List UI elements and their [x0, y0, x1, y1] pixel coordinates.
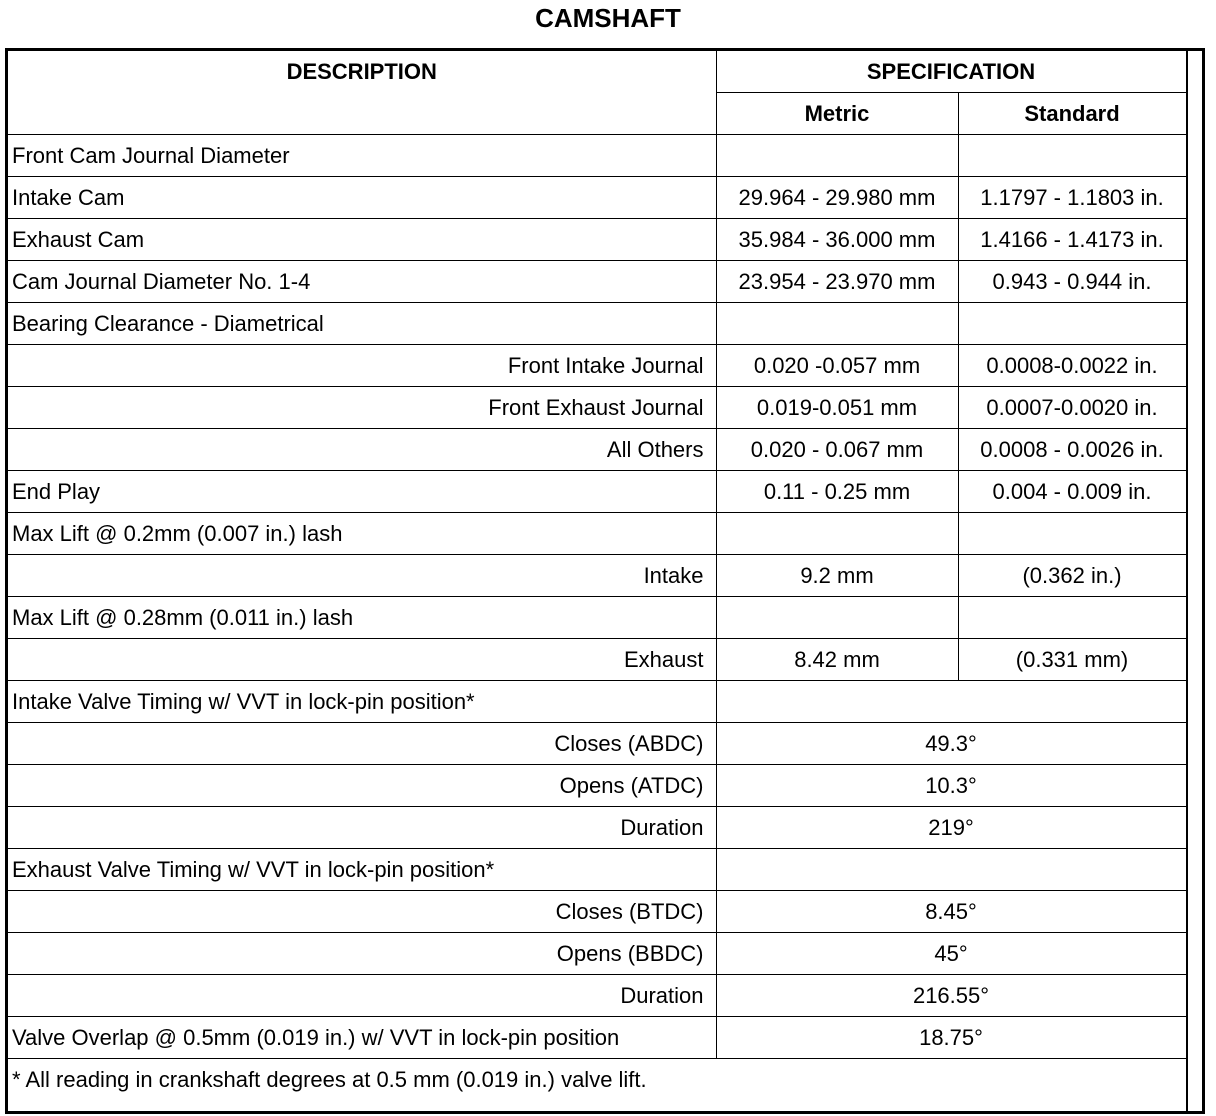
- spec-value-cell: 8.45°: [716, 891, 1186, 933]
- table-row: [8, 1017, 1186, 1059]
- table-row: [8, 513, 1186, 555]
- standard-cell: 1.4166 - 1.4173 in.: [958, 219, 1186, 261]
- description-cell: Front Intake Journal: [8, 345, 716, 387]
- description-cell: Front Exhaust Journal: [8, 387, 716, 429]
- description-cell: Cam Journal Diameter No. 1-4: [8, 261, 716, 303]
- description-cell: Closes (ABDC): [8, 723, 716, 765]
- standard-cell: 0.0007-0.0020 in.: [958, 387, 1186, 429]
- table-row: [8, 891, 1186, 933]
- metric-cell: 35.984 - 36.000 mm: [716, 219, 958, 261]
- table-row: [8, 555, 1186, 597]
- metric-cell: 29.964 - 29.980 mm: [716, 177, 958, 219]
- spec-value-cell: [716, 849, 1186, 891]
- description-cell: Exhaust: [8, 639, 716, 681]
- metric-header: Metric: [716, 93, 958, 135]
- footnote: * All reading in crankshaft degrees at 0.5 mm (0.019 in.) valve lift.: [8, 1059, 1186, 1101]
- table-row: [8, 387, 1186, 429]
- standard-cell: [958, 597, 1186, 639]
- metric-cell: 9.2 mm: [716, 555, 958, 597]
- footnote-row: [8, 1059, 1186, 1101]
- spec-value-cell: 18.75°: [716, 1017, 1186, 1059]
- spec-value-cell: 216.55°: [716, 975, 1186, 1017]
- spec-value-cell: 10.3°: [716, 765, 1186, 807]
- standard-cell: [958, 303, 1186, 345]
- table-row: [8, 135, 1186, 177]
- spec-value-cell: [716, 681, 1186, 723]
- metric-cell: [716, 303, 958, 345]
- description-cell: End Play: [8, 471, 716, 513]
- description-cell: Max Lift @ 0.2mm (0.007 in.) lash: [8, 513, 716, 555]
- table-row: [8, 597, 1186, 639]
- metric-cell: 0.11 - 0.25 mm: [716, 471, 958, 513]
- specification-header: SPECIFICATION: [716, 51, 1186, 93]
- description-cell: Duration: [8, 807, 716, 849]
- standard-cell: 0.943 - 0.944 in.: [958, 261, 1186, 303]
- spec-body: [8, 135, 1186, 1059]
- description-cell: Intake: [8, 555, 716, 597]
- description-cell: Duration: [8, 975, 716, 1017]
- description-cell: Opens (BBDC): [8, 933, 716, 975]
- metric-cell: 0.019-0.051 mm: [716, 387, 958, 429]
- description-cell: Exhaust Valve Timing w/ VVT in lock-pin position*: [8, 849, 716, 891]
- table-row: [8, 219, 1186, 261]
- page-title: CAMSHAFT: [535, 3, 681, 33]
- table-row: [8, 723, 1186, 765]
- table-row: [8, 471, 1186, 513]
- standard-cell: 1.1797 - 1.1803 in.: [958, 177, 1186, 219]
- metric-cell: 23.954 - 23.970 mm: [716, 261, 958, 303]
- description-cell: Intake Valve Timing w/ VVT in lock-pin position*: [8, 681, 716, 723]
- description-cell: Front Cam Journal Diameter: [8, 135, 716, 177]
- spec-value-cell: 45°: [716, 933, 1186, 975]
- metric-cell: 0.020 - 0.067 mm: [716, 429, 958, 471]
- spec-sheet: [5, 48, 1205, 1114]
- standard-header: Standard: [958, 93, 1186, 135]
- standard-cell: 0.0008-0.0022 in.: [958, 345, 1186, 387]
- metric-cell: 0.020 -0.057 mm: [716, 345, 958, 387]
- description-cell: Closes (BTDC): [8, 891, 716, 933]
- table-row: [8, 345, 1186, 387]
- standard-cell: (0.362 in.): [958, 555, 1186, 597]
- metric-cell: 8.42 mm: [716, 639, 958, 681]
- metric-cell: [716, 597, 958, 639]
- spec-value-cell: 49.3°: [716, 723, 1186, 765]
- spec-value-cell: 219°: [716, 807, 1186, 849]
- standard-cell: 0.004 - 0.009 in.: [958, 471, 1186, 513]
- table-row: [8, 303, 1186, 345]
- table-row: [8, 807, 1186, 849]
- standard-cell: (0.331 mm): [958, 639, 1186, 681]
- table-row: [8, 429, 1186, 471]
- description-header: DESCRIPTION: [8, 51, 716, 135]
- metric-cell: [716, 135, 958, 177]
- header-row-1: [8, 51, 1186, 93]
- table-row: [8, 177, 1186, 219]
- camshaft-spec-table: [8, 51, 1187, 1100]
- standard-cell: 0.0008 - 0.0026 in.: [958, 429, 1186, 471]
- description-cell: Bearing Clearance - Diametrical: [8, 303, 716, 345]
- standard-cell: [958, 135, 1186, 177]
- table-row: [8, 261, 1186, 303]
- description-cell: Exhaust Cam: [8, 219, 716, 261]
- table-row: [8, 933, 1186, 975]
- description-cell: Intake Cam: [8, 177, 716, 219]
- description-cell: Opens (ATDC): [8, 765, 716, 807]
- table-row: [8, 765, 1186, 807]
- description-cell: Valve Overlap @ 0.5mm (0.019 in.) w/ VVT in lock-pin position: [8, 1017, 716, 1059]
- right-margin-column: [1186, 51, 1202, 1111]
- table-row: [8, 681, 1186, 723]
- metric-cell: [716, 513, 958, 555]
- standard-cell: [958, 513, 1186, 555]
- table-row: [8, 975, 1186, 1017]
- table-row: [8, 849, 1186, 891]
- table-row: [8, 639, 1186, 681]
- description-cell: All Others: [8, 429, 716, 471]
- description-cell: Max Lift @ 0.28mm (0.011 in.) lash: [8, 597, 716, 639]
